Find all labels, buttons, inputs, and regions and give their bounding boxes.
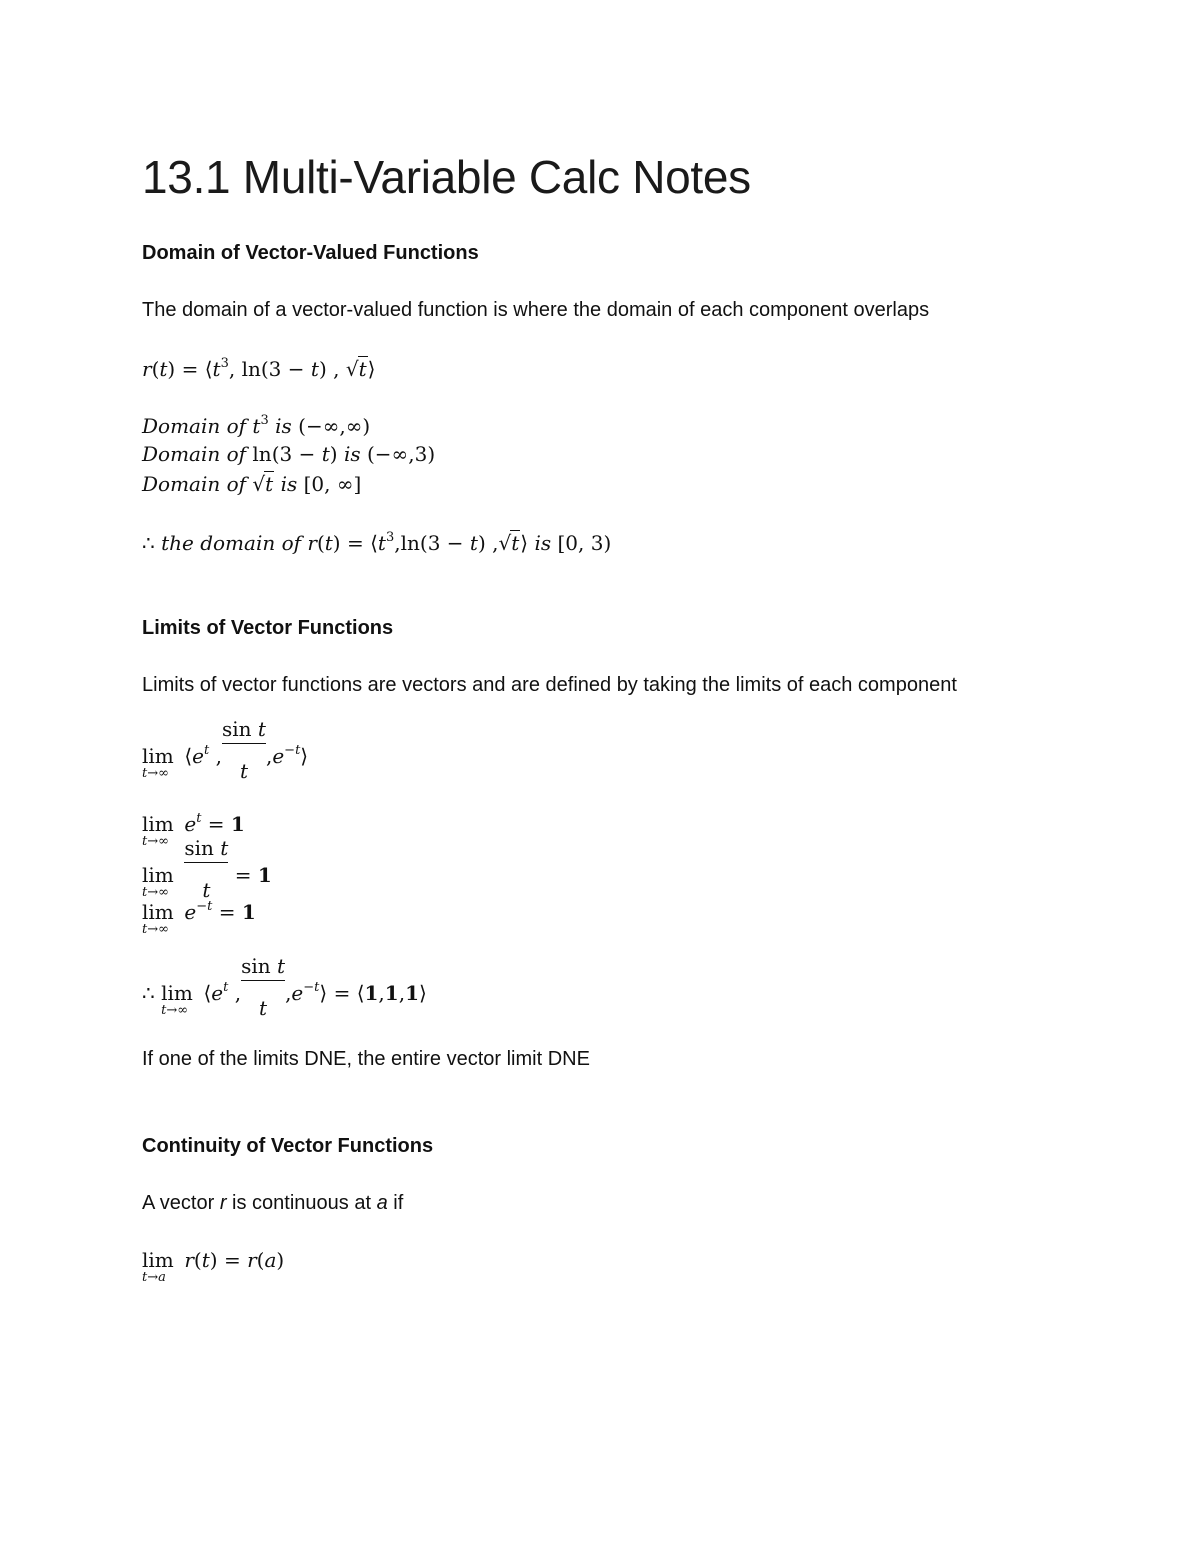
limits-description: Limits of vector functions are vectors and are defined by taking the limits of each component: [142, 674, 957, 696]
section-heading-limits: Limits of Vector Functions: [142, 617, 394, 639]
continuity-description: A vector r is continuous at a if: [142, 1192, 404, 1214]
domain-line-ln: Domain of ln(3 − t) is (−∞,3): [142, 442, 436, 466]
limits-note: If one of the limits DNE, the entire vector limit DNE: [142, 1048, 590, 1070]
domain-description: The domain of a vector-valued function is where the domain of each component overlaps: [142, 299, 930, 321]
function-definition: $r(t) = ⟨t^3$, ln(3 − t) , √t⟩: [142, 356, 376, 381]
continuity-equation: lim t→a r(t) = r(a): [142, 1248, 285, 1285]
section-heading-domain: Domain of Vector-Valued Functions: [142, 242, 479, 264]
page-title: 13.1 Multi-Variable Calc Notes: [142, 151, 751, 203]
limit-conclusion: ∴ lim t→∞ $⟨e^t$ , sin t t $,e^{-t}⟩$ = ⟨1,1,1⟩: [142, 954, 427, 1020]
limit-component-2: lim t→∞ sin t t = 1: [142, 836, 272, 902]
limit-expression: lim t→∞ $⟨e^t$ , sin t t $,e^{-t}⟩$: [142, 717, 309, 783]
limit-component-1: lim t→∞ $e^t = 1$: [142, 811, 245, 849]
domain-conclusion: ∴ the domain of $r(t) = ⟨t^3,\ln(3 - t)$ ,√t⟩ is [0, 3): [142, 530, 612, 555]
limit-component-3: lim t→∞ $e^{-t} = 1$: [142, 899, 256, 937]
domain-line-t-cubed: Domain of $t^3$ is (−∞,∞): [142, 413, 371, 438]
domain-line-sqrt: Domain of √t is [0, ∞]: [142, 472, 362, 496]
section-heading-continuity: Continuity of Vector Functions: [142, 1135, 434, 1157]
